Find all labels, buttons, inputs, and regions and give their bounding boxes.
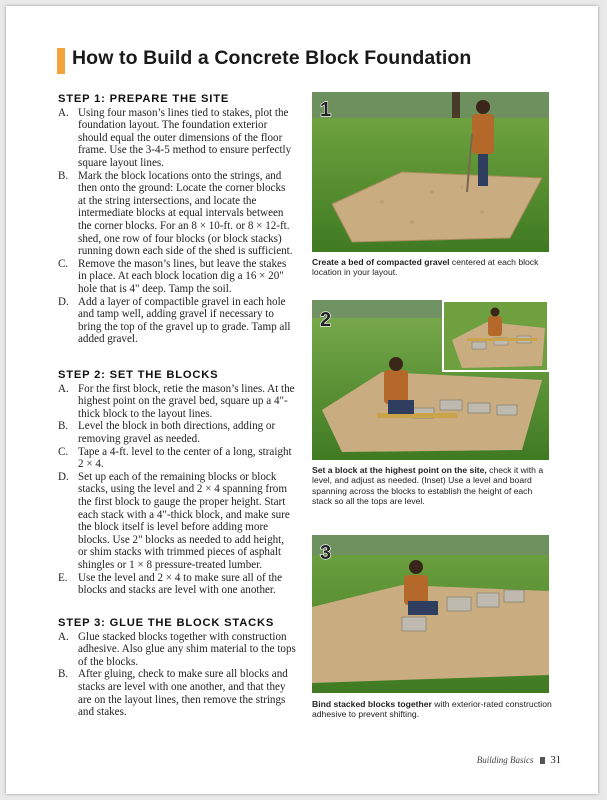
item-letter: E. [58, 571, 68, 584]
photo-3 [312, 535, 549, 693]
item-letter: B. [58, 420, 69, 433]
page-title: How to Build a Concrete Block Foundation [72, 47, 472, 69]
title-accent-bar [57, 48, 65, 74]
step-1-item-d [58, 296, 296, 346]
item-text: Use the level and 2 × 4 to make sure all of the blocks and stacks are level with one another. [78, 571, 283, 597]
item-letter: D. [58, 470, 69, 483]
page-number: 31 [550, 755, 561, 766]
caption-bold: Set a block at the highest point on the site, [312, 465, 487, 475]
item-letter: A. [58, 382, 69, 395]
caption-text: centered at each block location in your layout. [312, 257, 539, 278]
item-text: Tape a 4-ft. level to the center of a long, straight 2 × 4. [78, 445, 292, 471]
item-text: Set up each of the remaining blocks or block stacks, using the level and 2 × 4 spanning from the first block to gauge the proper height. Start each stack with a 4"-thick block, and make sure the block itself is level before adding more blocks. Use 2" blocks as needed to add height, or shim stacks with trimmed pieces of asphalt shingles or 1 × 8 pressure-treated lumber. [78, 470, 290, 571]
photo-2 [312, 300, 549, 460]
item-text: Level the block in both directions, adding or removing gravel as needed. [78, 420, 276, 445]
item-text: Mark the block locations onto the strings, and then onto the ground: Locate the corner blocks at the string intersections, and locate the intermediate blocks at equal intervals between the corner blocks. For an 8 × 10-ft. or 8 × 12-ft. shed, one row of four blocks (or block stacks) running down each side of the shed is sufficient. [78, 169, 293, 258]
footer-separator [540, 757, 545, 764]
photo-number: 2 [320, 309, 332, 331]
step-2-item-d [58, 471, 296, 572]
step-3-item-a [58, 631, 296, 669]
step-2-section [58, 369, 296, 597]
item-letter: A. [58, 106, 69, 119]
caption-bold: Bind stacked blocks together [312, 699, 432, 709]
item-letter: A. [58, 630, 69, 643]
item-letter: B. [58, 169, 69, 182]
caption-text: with exterior-rated construction adhesive to prevent shifting. [312, 699, 552, 720]
step-2-item-a [58, 383, 296, 421]
step-2-item-c [58, 446, 296, 471]
step-3-item-b [58, 668, 296, 718]
step-1-heading: STEP 1: PREPARE THE SITE [58, 93, 230, 105]
step-1-section [58, 93, 296, 346]
item-letter: D. [58, 295, 69, 308]
footer-section: Building Basics [476, 755, 534, 765]
step-1-item-c [58, 258, 296, 296]
caption-text: check it with a level, and adjust as needed. (Inset) Use a level and board spanning across the blocks to establish the height of each stack so all the tops are level. [312, 465, 544, 507]
step-1-item-b [58, 170, 296, 258]
item-text: Glue stacked blocks together with construction adhesive. Also glue any shim material to the tops of the blocks. [78, 630, 296, 668]
item-text: For the first block, retie the mason’s lines. At the highest point on the gravel bed, square up a 4"-thick block to the layout lines. [78, 382, 295, 420]
step-1-item-a [58, 107, 296, 170]
item-letter: C. [58, 257, 69, 270]
photo-1 [312, 92, 549, 252]
step-2-item-b [58, 420, 296, 445]
step-3-section [58, 617, 296, 719]
step-2-heading: STEP 2: SET THE BLOCKS [58, 369, 219, 381]
item-text: Add a layer of compactible gravel in each hole and tamp well, adding gravel if necessary to bring the top of the gravel up to grade. Tamp all added gravel. [78, 295, 291, 346]
item-text: Using four mason’s lines tied to stakes, plot the foundation layout. The foundation exterior should equal the outer dimensions of the floor frame. Use the 3-4-5 method to ensure perfectly square layout lines. [78, 106, 292, 169]
photo-1-caption [312, 257, 552, 278]
item-text: After gluing, check to make sure all blocks and stacks are level with one another, and that they are on the layout lines, then remove the strings and stakes. [78, 668, 288, 719]
step-3-heading: STEP 3: GLUE THE BLOCK STACKS [58, 617, 275, 629]
photo-number: 3 [320, 542, 332, 564]
step-2-item-e [58, 572, 296, 597]
item-text: Remove the mason’s lines, but leave the stakes in place. At each block location dig a 16 × 20" hole that is 4" deep. Tamp the soil. [78, 257, 287, 295]
photo-3-caption [312, 699, 552, 720]
item-letter: C. [58, 445, 69, 458]
item-letter: B. [58, 668, 69, 681]
photo-number: 1 [320, 99, 332, 121]
page-footer [477, 755, 561, 766]
caption-bold: Create a bed of compacted gravel [312, 257, 450, 267]
photo-2-caption [312, 465, 552, 507]
